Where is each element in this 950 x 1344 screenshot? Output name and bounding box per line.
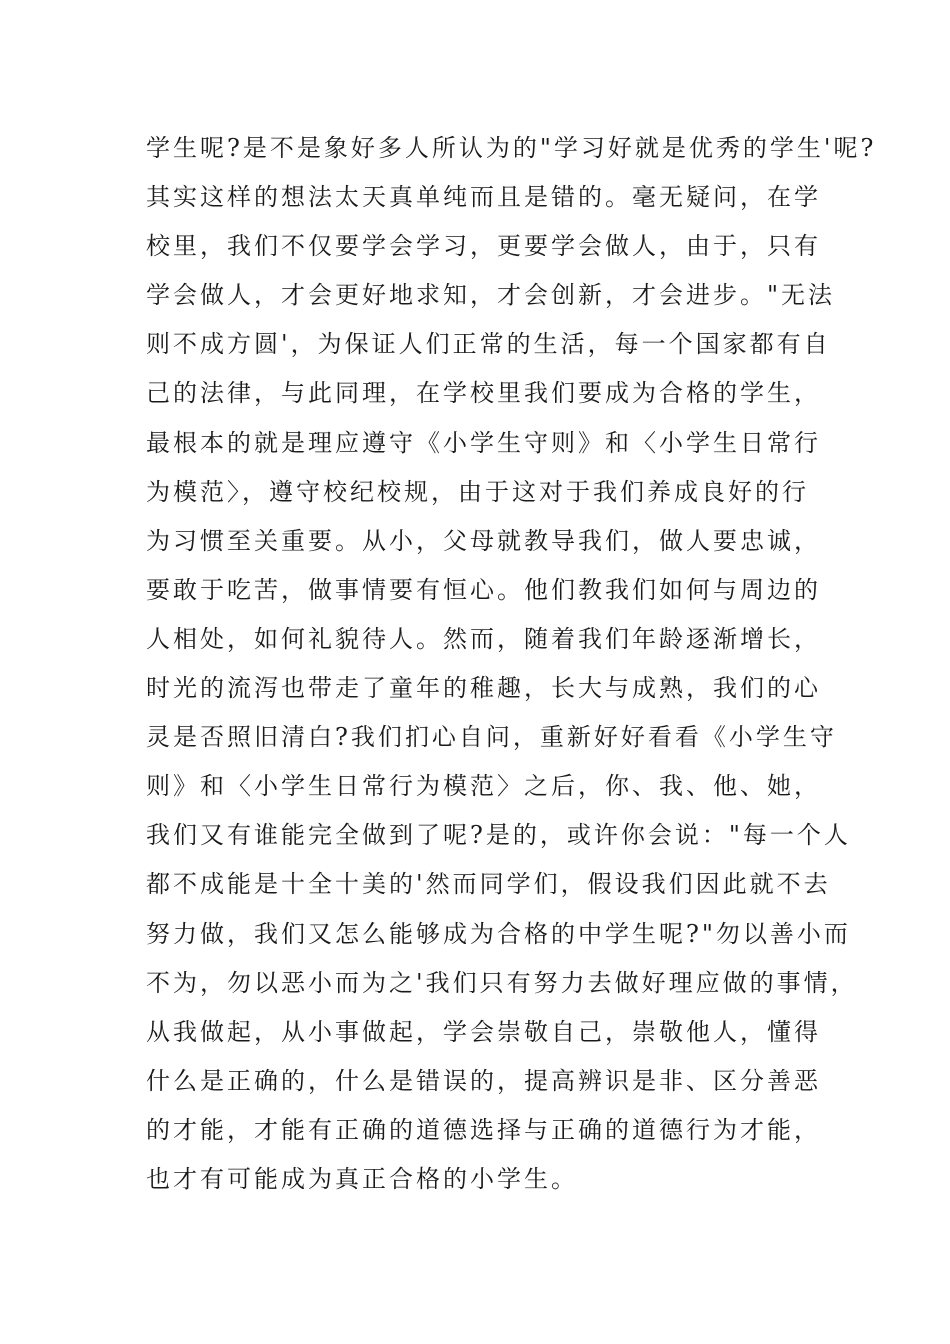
- text-line: 为习惯至关重要。从小，父母就教导我们，做人要忠诚，: [146, 526, 821, 555]
- text-line: 要敢于吃苦，做事情要有恒心。他们教我们如何与周边的: [146, 575, 821, 604]
- text-line: 我们又有谁能完全做到了呢?是的，或许你会说："每一个人: [146, 821, 851, 850]
- text-line: 人相处，如何礼貌待人。然而，随着我们年龄逐渐增长，: [146, 624, 821, 653]
- text-line: 则不成方圆'，为保证人们正常的生活，每一个国家都有自: [146, 330, 831, 359]
- text-line: 都不成能是十全十美的'然而同学们，假设我们因此就不去: [146, 870, 831, 899]
- text-line: 的才能，才能有正确的道德选择与正确的道德行为才能，: [146, 1115, 821, 1144]
- text-line: 为模范〉，遵守校纪校规，由于这对于我们养成良好的行: [146, 477, 809, 506]
- text-line: 其实这样的想法太天真单纯而且是错的。毫无疑问，在学: [146, 183, 821, 212]
- text-line: 己的法律，与此同理，在学校里我们要成为合格的学生，: [146, 379, 821, 408]
- text-line: 则》和〈小学生日常行为模范〉之后，你、我、他、她，: [146, 772, 821, 801]
- text-line: 学会做人，才会更好地求知，才会创新，才会进步。"无法: [146, 281, 836, 310]
- text-line: 灵是否照旧清白?我们扪心自问，重新好好看看《小学生守: [146, 723, 837, 752]
- text-line: 也才有可能成为真正合格的小学生。: [146, 1164, 578, 1193]
- text-line: 校里，我们不仅要学会学习，更要学会做人，由于，只有: [146, 232, 821, 261]
- text-line: 时光的流泻也带走了童年的稚趣，长大与成熟，我们的心: [146, 674, 821, 703]
- text-line: 学生呢?是不是象好多人所认为的"学习好就是优秀的学生'呢?: [146, 134, 877, 162]
- text-line: 从我做起，从小事做起，学会崇敬自己，崇敬他人，懂得: [146, 1017, 821, 1046]
- body-paragraph: [146, 124, 877, 1204]
- text-line: 努力做，我们又怎么能够成为合格的中学生呢?"勿以善小而: [146, 919, 851, 948]
- text-line: 不为，勿以恶小而为之'我们只有努力去做好理应做的事情，: [146, 968, 858, 997]
- text-line: 什么是正确的，什么是错误的，提高辨识是非、区分善恶: [146, 1066, 821, 1095]
- text-line: 最根本的就是理应遵守《小学生守则》和〈小学生日常行: [146, 428, 821, 457]
